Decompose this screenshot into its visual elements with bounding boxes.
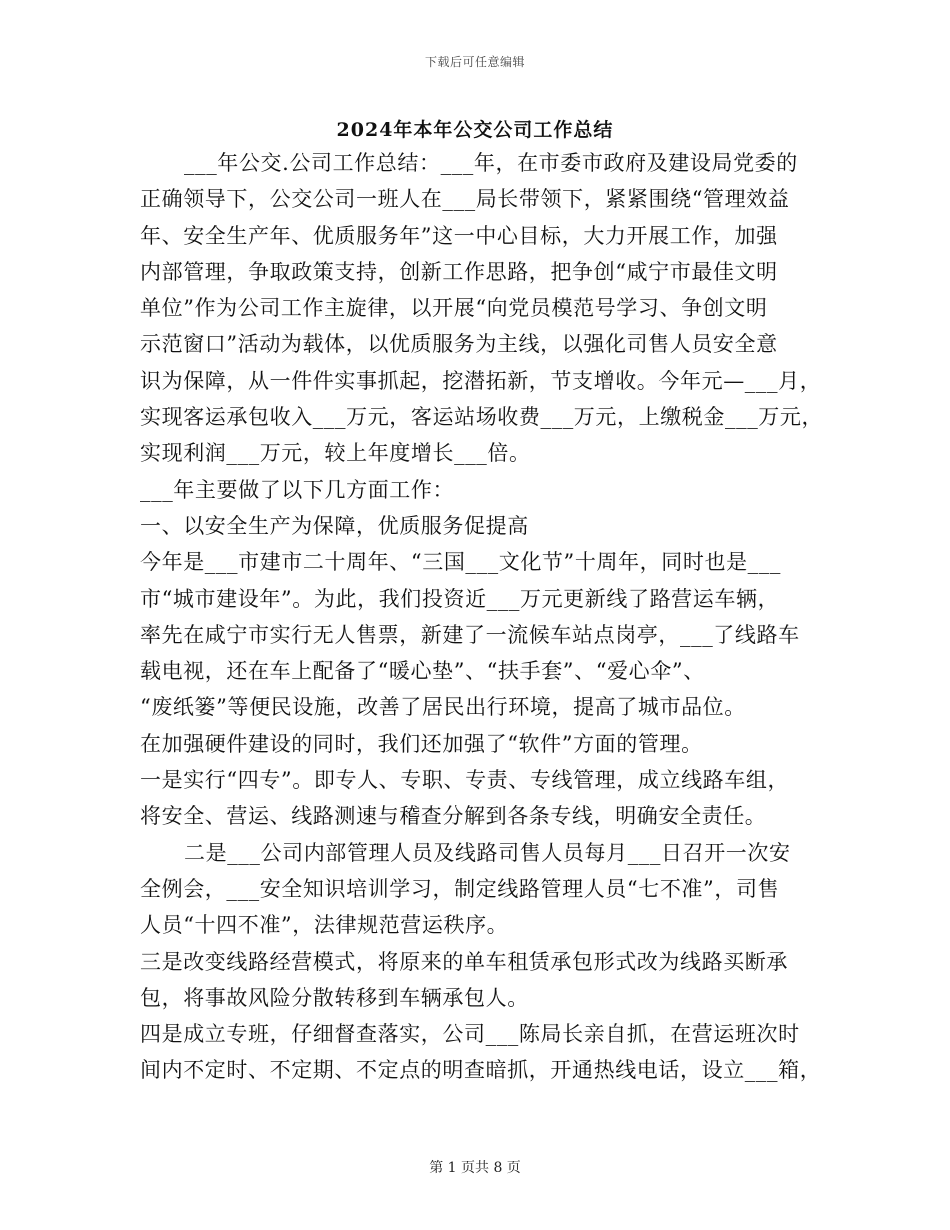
body-line: 正确领导下，公交公司一班人在___局长带领下，紧紧围绕“管理效益 — [140, 187, 790, 212]
document-title: 2024年本年公交公司工作总结 — [336, 119, 614, 141]
body-line: 将安全、营运、线路测速与稽查分解到各条专线，明确安全责任。 — [140, 804, 767, 829]
body-line: 年、安全生产年、优质服务年”这一中心目标，大力开展工作，加强 — [140, 223, 778, 248]
body-line: “废纸篓”等便民设施，改善了居民出行环境，提高了城市品位。 — [140, 695, 746, 720]
body-line: ___年公交.公司工作总结：___年，在市委市政府及建设局党委的 — [184, 151, 798, 175]
body-line: 示范窗口”活动为载体，以优质服务为主线，以强化司售人员安全意 — [140, 332, 778, 357]
body-line: 识为保障，从一件件实事抓起，挖潜拓新，节支增收。今年元—___月， — [140, 368, 822, 393]
document-body — [140, 145, 824, 1089]
header-note: 下载后可任意编辑 — [424, 55, 525, 69]
body-line: 一是实行“四专”。即专人、专职、专责、专线管理，成立线路车组， — [140, 768, 790, 793]
body-line: 实现客运承包收入___万元，客运站场收费___万元，上缴税金___万元， — [140, 405, 824, 430]
body-line: 今年是___市建市二十周年、“三国___文化节”十周年，同时也是___ — [140, 550, 781, 575]
body-line: 内部管理，争取政策支持，创新工作思路，把争创“咸宁市最佳文明 — [140, 259, 778, 284]
body-line: ___年主要做了以下几方面工作： — [140, 477, 455, 502]
page-number-footer: 第 1 页共 8 页 — [429, 1160, 521, 1176]
body-line: 二是___公司内部管理人员及线路司售人员每月___日召开一次安 — [184, 840, 791, 865]
body-line: 全例会，___安全知识培训学习，制定线路管理人员“七不准”，司售 — [140, 876, 780, 901]
body-line: 四是成立专班，仔细督查落实，公司___陈局长亲自抓，在营运班次时 — [140, 1022, 800, 1047]
section-heading: 一、以安全生产为保障，优质服务促提高 — [140, 513, 529, 538]
body-line: 三是改变线路经营模式，将原来的单车租赁承包形式改为线路买断承 — [140, 949, 788, 974]
body-line: 间内不定时、不定期、不定点的明查暗抓，开通热线电话，设立___箱， — [140, 1058, 822, 1083]
body-line: 实现利润___万元，较上年度增长___倍。 — [140, 441, 531, 466]
body-line: 在加强硬件建设的同时，我们还加强了“软件”方面的管理。 — [140, 731, 703, 756]
body-line: 市“城市建设年”。为此，我们投资近___万元更新线了路营运车辆， — [140, 586, 780, 611]
body-line: 包，将事故风险分散转移到车辆承包人。 — [140, 985, 529, 1010]
body-line: 单位”作为公司工作主旋律，以开展“向党员模范号学习、争创文明 — [140, 296, 768, 321]
body-line: 人员“十四不准”，法律规范营运秩序。 — [140, 913, 509, 938]
body-line: 载电视，还在车上配备了“暖心垫”、“扶手套”、“爱心伞”、 — [140, 659, 705, 684]
body-line: 率先在咸宁市实行无人售票，新建了一流候车站点岗亭，___了线路车 — [140, 622, 800, 647]
